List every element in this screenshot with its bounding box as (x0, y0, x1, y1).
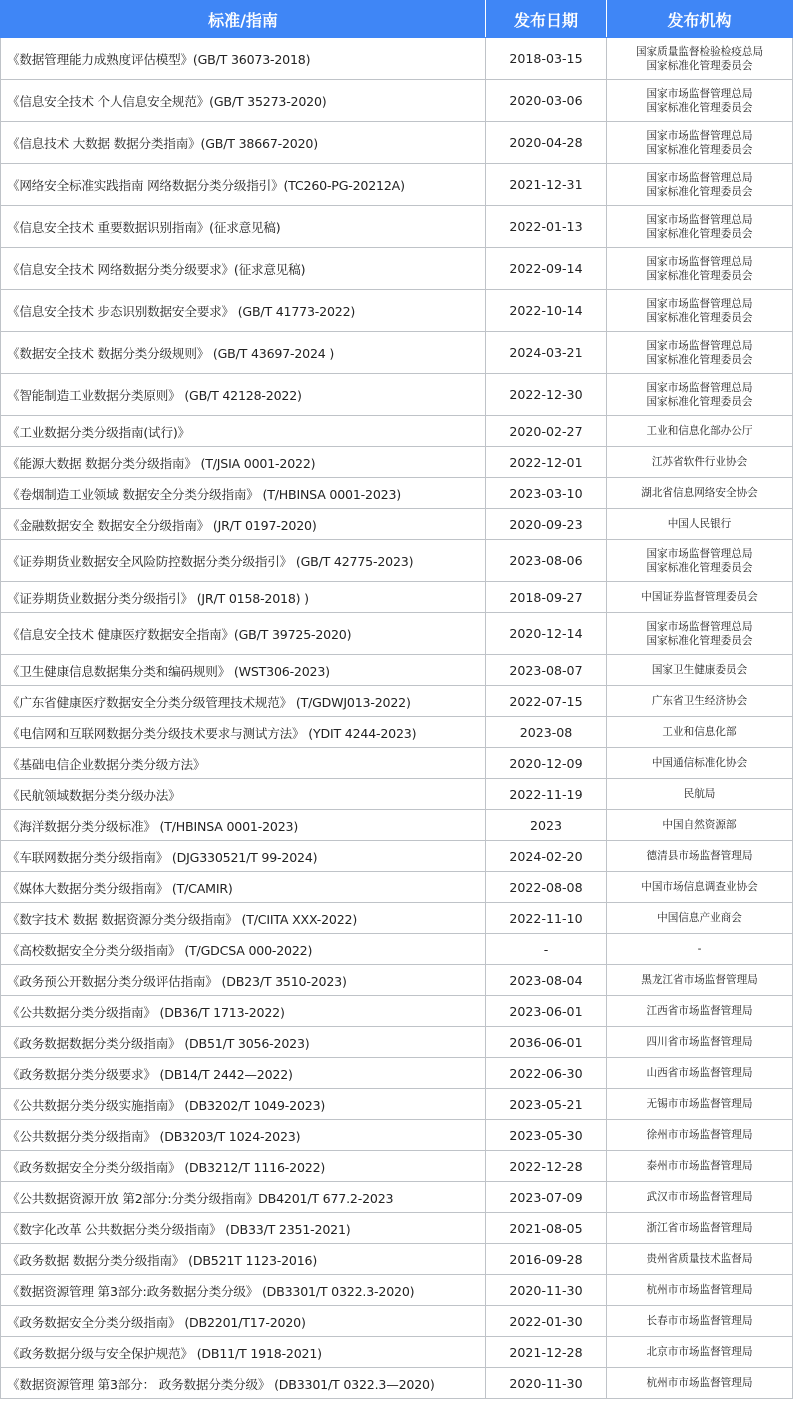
cell-date: 2023-08-06 (486, 540, 607, 582)
cell-date: 2023-08-04 (486, 965, 607, 996)
cell-standard: 《信息安全技术 个人信息安全规范》(GB/T 35273-2020) (1, 80, 486, 122)
cell-standard: 《公共数据资源开放 第2部分:分类分级指南》DB4201/T 677.2-2023 (1, 1182, 486, 1213)
org-line: 国家标准化管理委员会 (646, 143, 753, 156)
header-standard: 标准/指南 (1, 1, 486, 38)
cell-org (607, 934, 793, 965)
table-row (1, 1027, 793, 1058)
cell-standard: 《高校数据安全分类分级指南》 (T/GDCSA 000-2022) (1, 934, 486, 965)
org-line: 民航局 (683, 788, 716, 800)
org-line: 黑龙江省市场监督管理局 (641, 974, 758, 986)
table-row (1, 655, 793, 686)
cell-standard: 《政务数据数据分类分级指南》 (DB51/T 3056-2023) (1, 1027, 486, 1058)
cell-date: 2023-06-01 (486, 996, 607, 1027)
cell-standard: 《民航领域数据分类分级办法》 (1, 779, 486, 810)
table-row (1, 374, 793, 416)
cell-standard: 《信息安全技术 健康医疗数据安全指南》(GB/T 39725-2020) (1, 613, 486, 655)
cell-org (607, 841, 793, 872)
cell-org (607, 478, 793, 509)
cell-org (607, 1120, 793, 1151)
cell-date: 2022-01-13 (486, 206, 607, 248)
table-row (1, 965, 793, 996)
org-line: 湖北省信息网络安全协会 (641, 487, 758, 499)
org-line: 杭州市市场监督管理局 (646, 1377, 753, 1389)
cell-org (607, 290, 793, 332)
cell-date: 2022-12-01 (486, 447, 607, 478)
cell-date: 2022-11-19 (486, 779, 607, 810)
table-row (1, 717, 793, 748)
cell-date: 2022-01-30 (486, 1306, 607, 1337)
cell-org (607, 122, 793, 164)
cell-org (607, 1213, 793, 1244)
cell-org (607, 996, 793, 1027)
table-row (1, 613, 793, 655)
cell-standard: 《能源大数据 数据分类分级指南》 (T/JSIA 0001-2022) (1, 447, 486, 478)
cell-date: 2022-09-14 (486, 248, 607, 290)
org-line: 国家市场监督管理总局 (646, 129, 753, 142)
table-row (1, 1368, 793, 1399)
cell-standard: 《公共数据分类分级指南》 (DB36/T 1713-2022) (1, 996, 486, 1027)
cell-standard: 《电信网和互联网数据分类分级技术要求与测试方法》 (YDIT 4244-2023) (1, 717, 486, 748)
cell-org (607, 540, 793, 582)
cell-date: 2023-03-10 (486, 478, 607, 509)
table-row (1, 934, 793, 965)
org-line: 国家市场监督管理总局 (646, 213, 753, 226)
cell-date: - (486, 934, 607, 965)
cell-org (607, 872, 793, 903)
cell-date: 2020-12-14 (486, 613, 607, 655)
org-line: 无锡市市场监督管理局 (646, 1098, 753, 1110)
org-line: 国家标准化管理委员会 (646, 634, 753, 647)
table-row (1, 164, 793, 206)
table-row (1, 1213, 793, 1244)
cell-date: 2021-12-31 (486, 164, 607, 206)
cell-org (607, 1027, 793, 1058)
table-row (1, 686, 793, 717)
cell-standard: 《海洋数据分类分级标准》 (T/HBINSA 0001-2023) (1, 810, 486, 841)
table-row (1, 779, 793, 810)
org-line: 北京市市场监督管理局 (646, 1346, 753, 1358)
table-row (1, 1306, 793, 1337)
cell-date: 2022-07-15 (486, 686, 607, 717)
org-line: 中国证券监督管理委员会 (641, 591, 758, 603)
cell-date: 2023-08-07 (486, 655, 607, 686)
org-line: 贵州省质量技术监督局 (646, 1253, 753, 1265)
table-row (1, 332, 793, 374)
cell-standard: 《政务数据安全分类分级指南》 (DB2201/T17-2020) (1, 1306, 486, 1337)
org-line: 广东省卫生经济协会 (651, 695, 748, 707)
table-row (1, 841, 793, 872)
table-row (1, 80, 793, 122)
org-line: 国家卫生健康委员会 (651, 664, 748, 676)
cell-standard: 《公共数据分类分级指南》 (DB3203/T 1024-2023) (1, 1120, 486, 1151)
cell-org (607, 1306, 793, 1337)
cell-standard: 《政务数据分类分级要求》 (DB14/T 2442—2022) (1, 1058, 486, 1089)
cell-org (607, 374, 793, 416)
table-row (1, 416, 793, 447)
org-line: 国家标准化管理委员会 (646, 561, 753, 574)
cell-date: 2023 (486, 810, 607, 841)
cell-standard: 《卫生健康信息数据集分类和编码规则》 (WST306-2023) (1, 655, 486, 686)
table-row (1, 122, 793, 164)
table-row (1, 38, 793, 80)
org-line: - (697, 943, 702, 955)
cell-org (607, 1244, 793, 1275)
cell-standard: 《数字化改革 公共数据分类分级指南》 (DB33/T 2351-2021) (1, 1213, 486, 1244)
table-row (1, 872, 793, 903)
cell-standard: 《信息安全技术 重要数据识别指南》(征求意见稿) (1, 206, 486, 248)
cell-date: 2022-11-10 (486, 903, 607, 934)
org-line: 国家市场监督管理总局 (646, 171, 753, 184)
org-line: 国家市场监督管理总局 (646, 339, 753, 352)
table-row (1, 1120, 793, 1151)
cell-date: 2022-06-30 (486, 1058, 607, 1089)
cell-org (607, 903, 793, 934)
cell-date: 2036-06-01 (486, 1027, 607, 1058)
cell-standard: 《数据资源管理 第3部分:政务数据分类分级》 (DB3301/T 0322.3-2020) (1, 1275, 486, 1306)
table-row (1, 1089, 793, 1120)
table-row (1, 1337, 793, 1368)
cell-standard: 《政务数据安全分类分级指南》 (DB3212/T 1116-2022) (1, 1151, 486, 1182)
org-line: 武汉市市场监督管理局 (646, 1191, 753, 1203)
org-line: 国家标准化管理委员会 (646, 101, 753, 114)
cell-date: 2023-05-21 (486, 1089, 607, 1120)
org-line: 中国通信标准化协会 (651, 757, 748, 769)
cell-org (607, 1058, 793, 1089)
org-line: 工业和信息化部办公厅 (646, 425, 753, 437)
cell-date: 2021-08-05 (486, 1213, 607, 1244)
cell-date: 2022-10-14 (486, 290, 607, 332)
table-row (1, 582, 793, 613)
cell-date: 2020-04-28 (486, 122, 607, 164)
table-row (1, 540, 793, 582)
org-line: 国家标准化管理委员会 (646, 59, 753, 72)
cell-date: 2024-02-20 (486, 841, 607, 872)
org-line: 国家标准化管理委员会 (646, 185, 753, 198)
org-line: 工业和信息化部 (662, 726, 737, 738)
table-row (1, 509, 793, 540)
org-line: 山西省市场监督管理局 (646, 1067, 753, 1079)
table-row (1, 1058, 793, 1089)
org-line: 国家标准化管理委员会 (646, 269, 753, 282)
cell-org (607, 655, 793, 686)
cell-org (607, 1151, 793, 1182)
cell-org (607, 248, 793, 290)
cell-standard: 《数据安全技术 数据分类分级规则》 (GB/T 43697-2024 ) (1, 332, 486, 374)
org-line: 国家市场监督管理总局 (646, 297, 753, 310)
cell-date: 2020-02-27 (486, 416, 607, 447)
cell-standard: 《公共数据分类分级实施指南》 (DB3202/T 1049-2023) (1, 1089, 486, 1120)
table-row (1, 1182, 793, 1213)
cell-standard: 《信息安全技术 网络数据分类分级要求》(征求意见稿) (1, 248, 486, 290)
cell-org (607, 80, 793, 122)
cell-standard: 《网络安全标准实践指南 网络数据分类分级指引》(TC260-PG-20212A) (1, 164, 486, 206)
cell-org (607, 332, 793, 374)
cell-org (607, 1368, 793, 1399)
table-row (1, 1151, 793, 1182)
org-line: 国家市场监督管理总局 (646, 381, 753, 394)
cell-org (607, 779, 793, 810)
org-line: 国家市场监督管理总局 (646, 620, 753, 633)
cell-org (607, 613, 793, 655)
cell-standard: 《媒体大数据分类分级指南》 (T/CAMIR) (1, 872, 486, 903)
org-line: 浙江省市场监督管理局 (646, 1222, 753, 1234)
org-line: 德清县市场监督管理局 (646, 850, 753, 862)
header-date: 发布日期 (486, 1, 607, 38)
cell-org (607, 1182, 793, 1213)
cell-standard: 《广东省健康医疗数据安全分类分级管理技术规范》 (T/GDWJ013-2022) (1, 686, 486, 717)
org-line: 中国信息产业商会 (657, 912, 742, 924)
table-row (1, 996, 793, 1027)
cell-standard: 《智能制造工业数据分类原则》 (GB/T 42128-2022) (1, 374, 486, 416)
cell-org (607, 810, 793, 841)
cell-org (607, 447, 793, 478)
table-header-row (1, 1, 793, 38)
cell-org (607, 1089, 793, 1120)
cell-standard: 《政务预公开数据分类分级评估指南》 (DB23/T 3510-2023) (1, 965, 486, 996)
cell-date: 2020-09-23 (486, 509, 607, 540)
table-row (1, 248, 793, 290)
cell-standard: 《工业数据分类分级指南(试行)》 (1, 416, 486, 447)
org-line: 国家标准化管理委员会 (646, 353, 753, 366)
cell-date: 2018-03-15 (486, 38, 607, 80)
cell-standard: 《金融数据安全 数据安全分级指南》 (JR/T 0197-2020) (1, 509, 486, 540)
cell-org (607, 1337, 793, 1368)
header-org: 发布机构 (607, 1, 793, 38)
cell-date: 2018-09-27 (486, 582, 607, 613)
cell-standard: 《证券期货业数据分类分级指引》 (JR/T 0158-2018) ) (1, 582, 486, 613)
cell-standard: 《数据资源管理 第3部分： 政务数据分类分级》 (DB3301/T 0322.3—2020) (1, 1368, 486, 1399)
org-line: 江苏省软件行业协会 (651, 456, 748, 468)
table-row (1, 810, 793, 841)
table-row (1, 1244, 793, 1275)
cell-org (607, 164, 793, 206)
cell-org (607, 965, 793, 996)
cell-date: 2023-05-30 (486, 1120, 607, 1151)
cell-standard: 《数字技术 数据 数据资源分类分级指南》 (T/CIITA XXX-2022) (1, 903, 486, 934)
org-line: 国家市场监督管理总局 (646, 87, 753, 100)
cell-date: 2023-08 (486, 717, 607, 748)
cell-date: 2022-12-28 (486, 1151, 607, 1182)
org-line: 中国自然资源部 (662, 819, 737, 831)
org-line: 杭州市市场监督管理局 (646, 1284, 753, 1296)
cell-standard: 《卷烟制造工业领域 数据安全分类分级指南》 (T/HBINSA 0001-2023) (1, 478, 486, 509)
cell-org (607, 717, 793, 748)
org-line: 徐州市市场监督管理局 (646, 1129, 753, 1141)
org-line: 四川省市场监督管理局 (646, 1036, 753, 1048)
cell-date: 2016-09-28 (486, 1244, 607, 1275)
cell-org (607, 206, 793, 248)
cell-standard: 《证券期货业数据安全风险防控数据分类分级指引》 (GB/T 42775-2023) (1, 540, 486, 582)
table-body (1, 38, 793, 1399)
org-line: 长春市市场监督管理局 (646, 1315, 753, 1327)
cell-standard: 《数据管理能力成熟度评估模型》(GB/T 36073-2018) (1, 38, 486, 80)
table-row (1, 478, 793, 509)
cell-org (607, 38, 793, 80)
cell-standard: 《车联网数据分类分级指南》 (DJG330521/T 99-2024) (1, 841, 486, 872)
cell-org (607, 686, 793, 717)
cell-date: 2020-11-30 (486, 1368, 607, 1399)
org-line: 国家标准化管理委员会 (646, 395, 753, 408)
cell-date: 2020-03-06 (486, 80, 607, 122)
table-row (1, 903, 793, 934)
table-row (1, 206, 793, 248)
cell-date: 2023-07-09 (486, 1182, 607, 1213)
cell-org (607, 416, 793, 447)
table-row (1, 290, 793, 332)
cell-org (607, 748, 793, 779)
cell-standard: 《信息技术 大数据 数据分类指南》(GB/T 38667-2020) (1, 122, 486, 164)
cell-date: 2020-12-09 (486, 748, 607, 779)
org-line: 江西省市场监督管理局 (646, 1005, 753, 1017)
table-row (1, 1275, 793, 1306)
cell-standard: 《政务数据分级与安全保护规范》 (DB11/T 1918-2021) (1, 1337, 486, 1368)
cell-org (607, 509, 793, 540)
cell-standard: 《信息安全技术 步态识别数据安全要求》 (GB/T 41773-2022) (1, 290, 486, 332)
org-line: 泰州市市场监督管理局 (646, 1160, 753, 1172)
org-line: 国家市场监督管理总局 (646, 255, 753, 268)
cell-date: 2021-12-28 (486, 1337, 607, 1368)
org-line: 国家标准化管理委员会 (646, 311, 753, 324)
cell-standard: 《政务数据 数据分类分级指南》 (DB521T 1123-2016) (1, 1244, 486, 1275)
cell-date: 2020-11-30 (486, 1275, 607, 1306)
org-line: 国家质量监督检验检疫总局 (635, 45, 764, 58)
table-row (1, 748, 793, 779)
org-line: 国家标准化管理委员会 (646, 227, 753, 240)
cell-org (607, 582, 793, 613)
org-line: 中国市场信息调查业协会 (641, 881, 758, 893)
cell-date: 2024-03-21 (486, 332, 607, 374)
cell-date: 2022-12-30 (486, 374, 607, 416)
org-line: 国家市场监督管理总局 (646, 547, 753, 560)
cell-org (607, 1275, 793, 1306)
cell-date: 2022-08-08 (486, 872, 607, 903)
org-line: 中国人民银行 (667, 518, 732, 530)
table-row (1, 447, 793, 478)
cell-standard: 《基础电信企业数据分类分级方法》 (1, 748, 486, 779)
